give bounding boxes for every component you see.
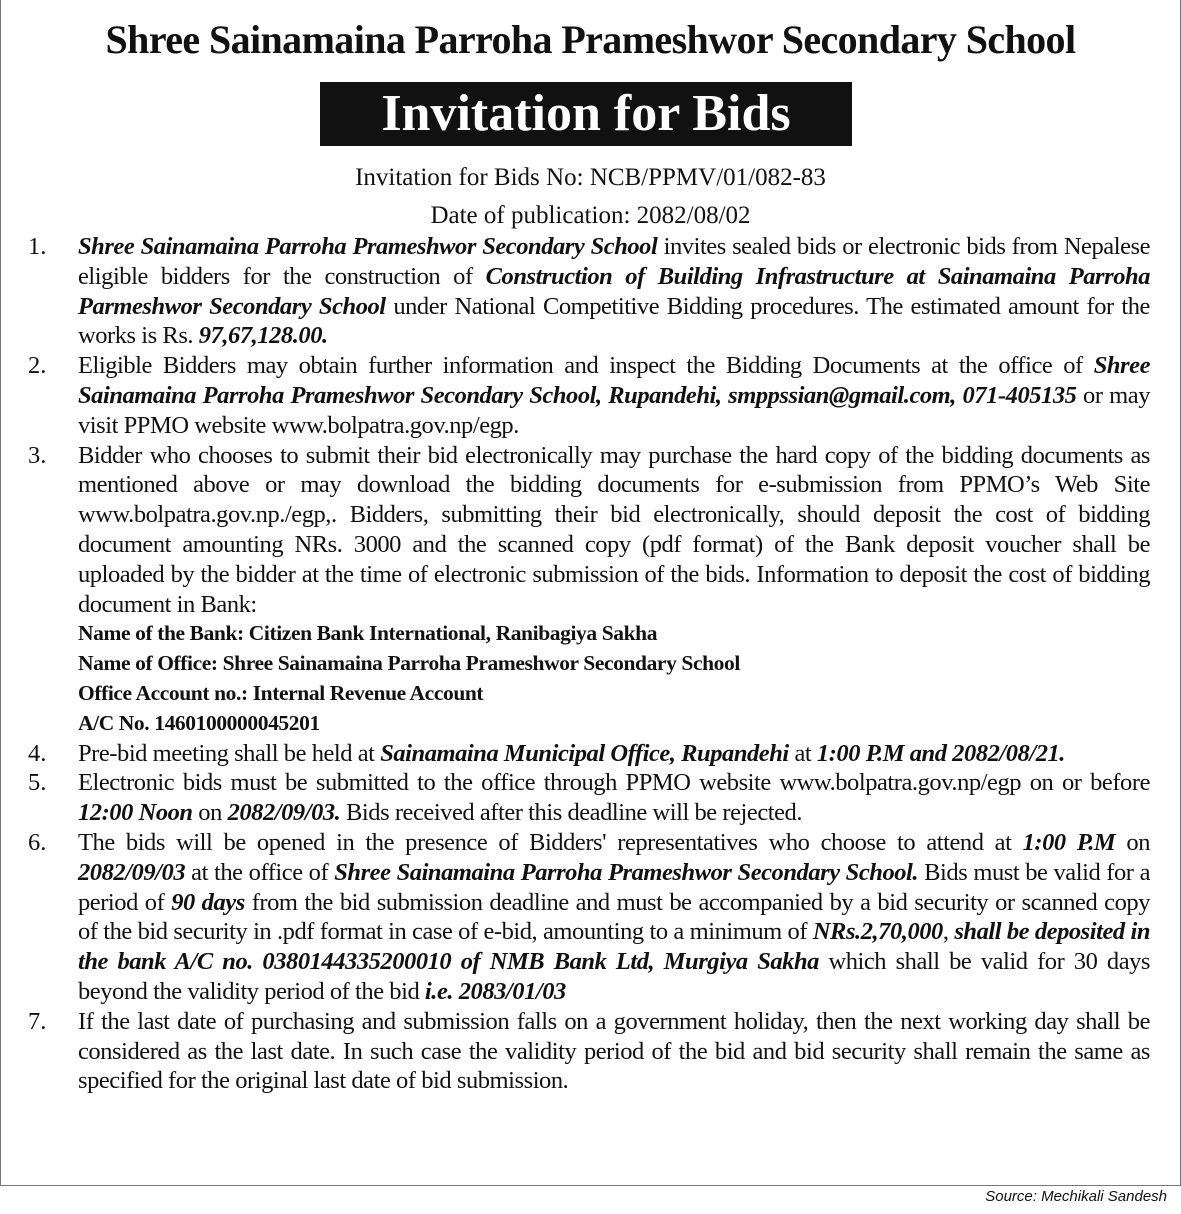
list-item: [28, 768, 1150, 828]
text-segment: Electronic bids must be submitted to the office through PPMO website www.bolpatra.gov.np/egp on or before: [78, 769, 1150, 797]
emphasis-text: 1:00 P.M and 2082/08/21.: [816, 739, 1065, 767]
list-item: [28, 351, 1150, 440]
bid-number: Invitation for Bids No: NCB/PPMV/01/082-83: [355, 164, 826, 191]
notice-title-banner: Invitation for Bids: [320, 82, 852, 146]
list-item: [28, 739, 1150, 769]
emphasis-text: 2082/09/03: [78, 858, 186, 886]
bank-detail-line: A/C No. 1460100000045201: [78, 710, 320, 735]
item-number: 7.: [28, 1007, 47, 1035]
text-segment: or may visit PPMO website www.bolpatra.gov.np/egp.: [78, 381, 1150, 439]
item-text: [78, 828, 1150, 1007]
bank-detail-line: Office Account no.: Internal Revenue Account: [78, 680, 484, 705]
text-segment: at the office of: [185, 858, 335, 886]
item-number: 6.: [28, 828, 47, 856]
emphasis-text: 97,67,128.00.: [198, 322, 328, 350]
text-segment: The bids will be opened in the presence of Bidders' representatives who choose to attend at: [78, 828, 1023, 856]
text-segment: ,: [942, 918, 955, 946]
bank-detail-line: Name of the Bank: Citizen Bank International, Ranibagiya Sakha: [78, 621, 658, 646]
emphasis-text: i.e. 2083/01/03: [424, 977, 566, 1005]
text-segment: Bidder who chooses to submit their bid electronically may purchase the hard copy of the bidding documents as mentioned above or may download the bidding documents for e-submission from PPMO’s Web Site www.bolpatra.gov.np./egp,. Bidders, submitting their bid electronically, should deposit the cost of bidding document amounting NRs. 3000 and the scanned copy (pdf format) of the Bank deposit voucher shall be uploaded by the bidder at the time of electronic submission of the bids. Information to deposit the cost of bidding document in Bank:: [78, 441, 1150, 618]
text-segment: on: [192, 799, 228, 827]
text-segment: under National Competitive Bidding procedures. The estimated amount for the works is Rs.: [78, 292, 1150, 350]
item-number: 5.: [28, 769, 47, 797]
text-segment: at: [788, 739, 817, 767]
emphasis-text: Construction of Building Infrastructure at Sainamaina Parroha Parmeshwor Secondary School: [78, 262, 1150, 320]
item-number: 2.: [28, 352, 47, 380]
emphasis-text: 2082/09/03.: [227, 799, 341, 827]
emphasis-text: Shree Sainamaina Parroha Prameshwor Secondary School, Rupandehi, smppssian@gmail.com, 071-405135: [78, 352, 1150, 409]
item-number: 1.: [28, 233, 47, 260]
notice-items-list: [28, 232, 1150, 1096]
school-name-heading: Shree Sainamaina Parroha Prameshwor Secondary School: [105, 17, 1076, 62]
text-segment: Pre-bid meeting shall be held at: [78, 739, 381, 767]
source-credit: Source: Mechikali Sandesh: [985, 1188, 1167, 1205]
list-item: [28, 441, 1150, 739]
item-text: [78, 768, 1150, 828]
text-segment: invites sealed bids or electronic bids from Nepalese eligible bidders for the construction of: [78, 233, 1150, 290]
emphasis-text: 1:00 P.M: [1022, 828, 1116, 856]
emphasis-text: shall be deposited in the bank A/C no. 0380144335200010 of NMB Bank Ltd, Murgiya Sakha: [78, 918, 1150, 976]
emphasis-text: 12:00 Noon: [78, 799, 193, 827]
text-segment: Bids must be valid for a period of: [78, 858, 1150, 916]
text-segment: which shall be valid for 30 days beyond the validity period of the bid: [78, 948, 1150, 1005]
item-text: [78, 351, 1150, 440]
item-number: 3.: [28, 441, 47, 469]
emphasis-text: Sainamaina Municipal Office, Rupandehi: [380, 739, 789, 767]
list-item: [28, 232, 1150, 351]
text-segment: Bids received after this deadline will be rejected.: [340, 799, 802, 827]
item-text: [78, 739, 1150, 769]
publication-date: Date of publication: 2082/08/02: [430, 202, 751, 229]
item-text: [78, 232, 1150, 351]
emphasis-text: NRs.2,70,000: [812, 918, 943, 946]
text-segment: Eligible Bidders may obtain further information and inspect the Bidding Documents at the office of: [78, 352, 1094, 380]
item-text: [78, 441, 1150, 739]
text-segment: from the bid submission deadline and must be accompanied by a bid security or scanned copy of the bid security in .pdf format in case of e-bid, amounting to a minimum of: [78, 888, 1151, 946]
list-item: [28, 1007, 1150, 1096]
text-segment: If the last date of purchasing and submission falls on a government holiday, then the next working day shall be considered as the last date. In such case the validity period of the bid and bid security shall remain the same as specified for the original last date of bid submission.: [78, 1007, 1150, 1095]
emphasis-text: 90 days: [171, 888, 245, 916]
emphasis-text: Shree Sainamaina Parroha Prameshwor Secondary School: [78, 233, 658, 260]
bank-detail-line: Name of Office: Shree Sainamaina Parroha Prameshwor Secondary School: [78, 651, 740, 676]
text-segment: on: [1115, 828, 1151, 856]
item-number: 4.: [28, 739, 47, 767]
emphasis-text: Shree Sainamaina Parroha Prameshwor Secondary School.: [334, 858, 919, 886]
item-text: [78, 1007, 1150, 1096]
list-item: [28, 828, 1150, 1007]
